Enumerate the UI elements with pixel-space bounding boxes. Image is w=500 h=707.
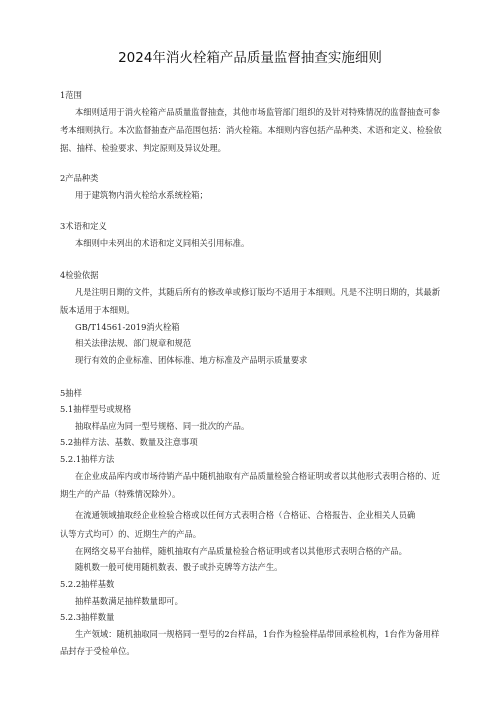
section-3-heading: 3术语和定义: [60, 221, 107, 231]
section-4-standards-item: 现行有效的企业标准、团体标准、地方标准及产品明示质量要求: [75, 355, 308, 365]
section-4-text-line-1: 凡是注明日期的文件，其随后所有的修改单或修订版均不适用于本细则。凡是不注明日期的，其最新: [75, 287, 441, 297]
section-5-1-heading: 5.1抽样型号或规格: [60, 404, 132, 414]
section-4-laws-item: 相关法律法规、部门规章和规范: [75, 338, 192, 348]
section-5-2-3-text-line-2: 品封存于受检单位。: [60, 646, 135, 656]
section-4-text-line-2: 版本适用于本细则。: [60, 305, 135, 315]
section-1-heading: 1范围: [60, 90, 82, 100]
section-5-2-2-heading: 5.2.2抽样基数: [60, 579, 115, 589]
section-3-text: 本细则中未列出的术语和定义同相关引用标准。: [75, 238, 250, 248]
section-1-text-line-2: 考本细则执行。本次监督抽查产品范围包括：消火栓箱。本细则内容包括产品种类、术语和定义、检验依: [60, 125, 442, 135]
section-1-text-line-3: 据、抽样、检验要求、判定原则及异议处理。: [60, 143, 226, 153]
section-5-2-3-text-line-1: 生产领域：随机抽取同一规格同一型号的2台样品，1台作为检验样品带回承检机构，1台作为备用样: [75, 629, 440, 639]
section-5-2-1-text-3: 在网络交易平台抽样，随机抽取有产品质量检验合格证明或者以其他形式表明合格的产品。: [75, 546, 407, 556]
section-5-2-1-text-2-line-2: 认等方式均可）的、近期生产的产品。: [60, 529, 202, 539]
section-2-text: 用于建筑物内消火栓给水系统栓箱；: [75, 190, 208, 200]
document-title: 2024年消火栓箱产品质量监督抽查实施细则: [118, 50, 382, 66]
section-4-heading: 4检验依据: [60, 270, 99, 280]
section-5-2-heading: 5.2抽样方法、基数、数量及注意事项: [60, 437, 198, 447]
section-5-2-1-text-1-line-2: 期生产的产品（特殊情况除外）。: [60, 489, 181, 499]
section-5-2-1-text-2-line-1: 在流通领域抽取经企业检验合格或以任何方式表明合格（合格证、合格报告、企业相关人员确: [75, 510, 416, 520]
section-4-standard-item: GB/T14561-2019消火栓箱: [75, 322, 180, 332]
section-5-heading: 5抽样: [60, 388, 82, 398]
section-5-2-1-heading: 5.2.1抽样方法: [60, 454, 115, 464]
section-2-heading: 2产品种类: [60, 173, 99, 183]
section-1-text-line-1: 本细则适用于消火栓箱产品质量监督抽查，其他市场监管部门组织的及针对特殊情况的监督抽查可参: [75, 107, 441, 117]
section-5-1-text: 抽取样品应为同一型号规格、同一批次的产品。: [75, 421, 250, 431]
section-5-2-2-text: 抽样基数满足抽样数量即可。: [75, 596, 183, 606]
section-5-2-3-heading: 5.2.3抽样数量: [60, 612, 115, 622]
section-5-2-1-text-1-line-1: 在企业成品库内或市场待销产品中随机抽取有产品质量检验合格证明或者以其他形式表明合格的、近: [75, 471, 441, 481]
section-5-2-1-text-4: 随机数一般可使用随机数表、骰子或扑克牌等方法产生。: [75, 562, 283, 572]
